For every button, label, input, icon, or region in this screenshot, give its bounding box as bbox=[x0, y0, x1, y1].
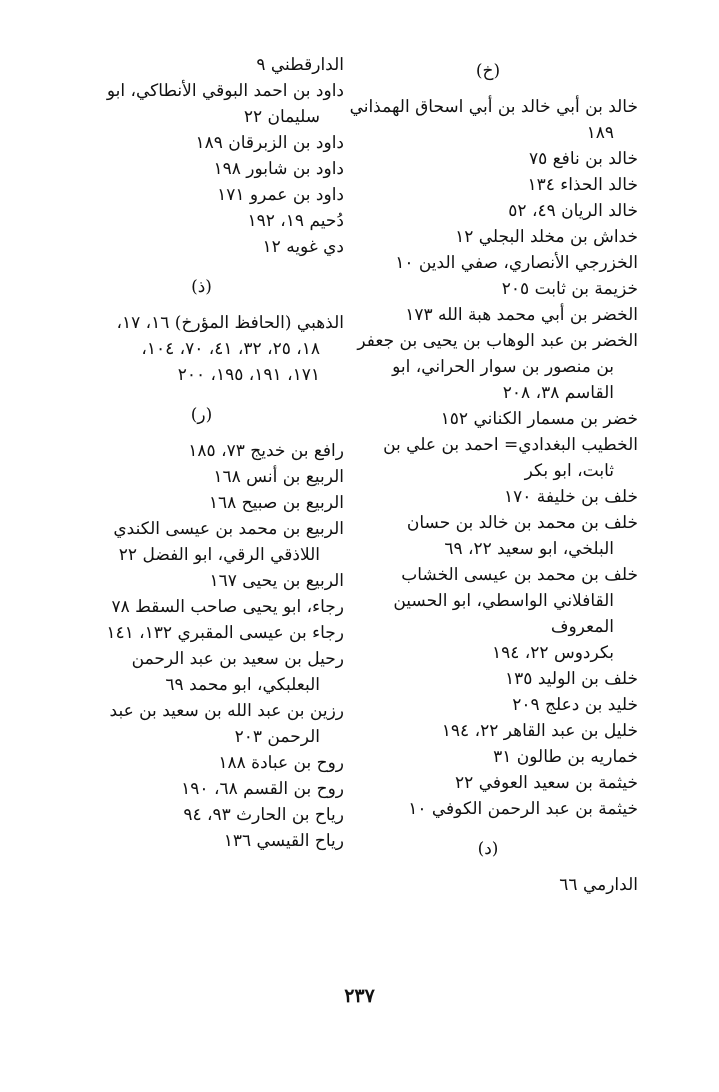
entry-line: داود بن احمد البوقي الأنطاكي، ابو bbox=[106, 81, 344, 101]
index-entry bbox=[338, 562, 638, 666]
entry-line: الربيع بن محمد بن عيسى الكندي bbox=[113, 519, 344, 539]
section-heading-kha: (خ) bbox=[475, 61, 501, 81]
index-entry bbox=[338, 250, 638, 276]
index-entry bbox=[338, 276, 638, 302]
index-entry bbox=[59, 490, 344, 516]
entry-line: روح بن القسم ٦٨، ١٩٠ bbox=[181, 779, 344, 799]
index-entry bbox=[338, 510, 638, 562]
page-number: ٢٣٧ bbox=[344, 985, 375, 1007]
entry-line: خالد بن نافع ٧٥ bbox=[528, 149, 638, 169]
entry-continuation-line: بن منصور بن سوار الحراني، ابو bbox=[392, 357, 614, 377]
index-entry bbox=[338, 146, 638, 172]
entry-line: روح بن عبادة ١٨٨ bbox=[218, 753, 344, 773]
entry-continuation-line: ١٨٩ bbox=[586, 123, 614, 143]
entry-line: الخطيب البغدادي= احمد بن علي بن bbox=[383, 435, 638, 455]
entry-continuation-line: القاسم ٣٨، ٢٠٨ bbox=[502, 383, 614, 403]
entry-line: داود بن شابور ١٩٨ bbox=[213, 159, 344, 179]
entry-list-dal bbox=[338, 872, 638, 898]
index-entry bbox=[338, 770, 638, 796]
entry-line: خليل بن عبد القاهر ٢٢، ١٩٤ bbox=[441, 721, 638, 741]
entry-line: رجاء بن عيسى المقبري ١٣٢، ١٤١ bbox=[106, 623, 344, 643]
entry-line: خداش بن مخلد البجلي ١٢ bbox=[455, 227, 638, 247]
index-entry bbox=[59, 568, 344, 594]
index-entry bbox=[59, 594, 344, 620]
entry-continuation-line: الرحمن ٢٠٣ bbox=[234, 727, 320, 747]
index-entry bbox=[59, 698, 344, 750]
entry-line: خلف بن محمد بن خالد بن حسان bbox=[406, 513, 638, 533]
entry-line: داود بن الزبرقان ١٨٩ bbox=[195, 133, 344, 153]
entry-line: الخضر بن عبد الوهاب بن يحيى بن جعفر bbox=[357, 331, 638, 351]
entry-line: رزين بن عبد الله بن سعيد بن عبد bbox=[109, 701, 344, 721]
right-column bbox=[338, 52, 638, 898]
entry-line: رجاء، ابو يحيى صاحب السقط ٧٨ bbox=[111, 597, 344, 617]
entry-line: الربيع بن أنس ١٦٨ bbox=[213, 467, 344, 487]
left-column bbox=[59, 52, 344, 854]
index-entry bbox=[59, 750, 344, 776]
index-entry bbox=[338, 432, 638, 484]
entry-line: خلف بن محمد بن عيسى الخشاب bbox=[401, 565, 638, 585]
entry-line: داود بن عمرو ١٧١ bbox=[217, 185, 344, 205]
index-entry bbox=[59, 208, 344, 234]
entry-line: رياح بن الحارث ٩٣، ٩٤ bbox=[183, 805, 344, 825]
entry-line: خيثمة بن عبد الرحمن الكوفي ١٠ bbox=[408, 799, 638, 819]
index-entry bbox=[59, 516, 344, 568]
index-entry bbox=[338, 872, 638, 898]
entry-line: الربيع بن صبيح ١٦٨ bbox=[208, 493, 344, 513]
entry-continuation-line: البلخي، ابو سعيد ٢٢، ٦٩ bbox=[444, 539, 614, 559]
index-entry bbox=[338, 198, 638, 224]
entry-line: الدارقطني ٩ bbox=[256, 55, 344, 75]
entry-continuation-line: ١٧١، ١٩١، ١٩٥، ٢٠٠ bbox=[177, 365, 320, 385]
entry-line: الخزرجي الأنصاري، صفي الدين ١٠ bbox=[395, 253, 638, 273]
section-heading-ra: (ر) bbox=[190, 405, 213, 425]
entry-continuation-line: بكردوس ٢٢، ١٩٤ bbox=[492, 643, 614, 663]
section-heading-dhal: (ذ) bbox=[191, 277, 212, 297]
index-entry bbox=[59, 52, 344, 78]
section-heading-dal: (د) bbox=[477, 839, 499, 859]
index-entry bbox=[59, 310, 344, 388]
index-entry bbox=[338, 406, 638, 432]
entry-line: رافع بن خديج ٧٣، ١٨٥ bbox=[188, 441, 344, 461]
index-entry bbox=[338, 718, 638, 744]
entry-line: خلف بن خليفة ١٧٠ bbox=[503, 487, 638, 507]
entry-line: دُحيم ١٩، ١٩٢ bbox=[247, 211, 344, 231]
entry-line: الربيع بن يحيى ١٦٧ bbox=[209, 571, 344, 591]
entry-line: خالد بن أبي خالد بن أبي اسحاق الهمذاني bbox=[349, 97, 638, 117]
index-entry bbox=[338, 302, 638, 328]
index-entry bbox=[338, 224, 638, 250]
index-entry bbox=[59, 646, 344, 698]
entry-line: الذهبي (الحافظ المؤرخ) ١٦، ١٧، bbox=[116, 313, 344, 333]
entry-line: خالد الحذاء ١٣٤ bbox=[527, 175, 638, 195]
entry-list-dal-continued bbox=[59, 52, 344, 260]
index-entry bbox=[338, 666, 638, 692]
entry-list-kha bbox=[338, 94, 638, 822]
entry-line: رحيل بن سعيد بن عبد الرحمن bbox=[131, 649, 344, 669]
index-entry bbox=[338, 172, 638, 198]
index-entry bbox=[338, 328, 638, 406]
entry-line: خماريه بن طالون ٣١ bbox=[493, 747, 638, 767]
entry-line: الدارمي ٦٦ bbox=[559, 875, 638, 895]
index-entry bbox=[59, 234, 344, 260]
index-entry bbox=[338, 94, 638, 146]
entry-line: خلف بن الوليد ١٣٥ bbox=[505, 669, 638, 689]
entry-continuation-line: ١٨، ٢٥، ٣٢، ٤١، ٧٠، ١٠٤، bbox=[141, 339, 320, 359]
index-entry bbox=[59, 776, 344, 802]
index-entry bbox=[59, 828, 344, 854]
index-entry bbox=[59, 182, 344, 208]
index-entry bbox=[59, 156, 344, 182]
entry-line: دي غويه ١٢ bbox=[262, 237, 344, 257]
index-entry bbox=[59, 438, 344, 464]
entry-line: رياح القيسي ١٣٦ bbox=[223, 831, 344, 851]
entry-list-ra bbox=[59, 438, 344, 854]
index-entry bbox=[59, 78, 344, 130]
entry-line: خالد الريان ٤٩، ٥٢ bbox=[508, 201, 638, 221]
index-entry bbox=[59, 130, 344, 156]
entry-list-dhal bbox=[59, 310, 344, 388]
index-entry bbox=[59, 464, 344, 490]
entry-continuation-line: القافلاني الواسطي، ابو الحسين المعروف bbox=[393, 591, 614, 637]
index-entry bbox=[338, 744, 638, 770]
entry-line: الخضر بن أبي محمد هبة الله ١٧٣ bbox=[405, 305, 638, 325]
index-entry bbox=[59, 620, 344, 646]
entry-line: خيثمة بن سعيد العوفي ٢٢ bbox=[455, 773, 638, 793]
entry-line: خزيمة بن ثابت ٢٠٥ bbox=[501, 279, 638, 299]
index-entry bbox=[59, 802, 344, 828]
entry-continuation-line: البعلبكي، ابو محمد ٦٩ bbox=[165, 675, 320, 695]
entry-continuation-line: سليمان ٢٢ bbox=[243, 107, 320, 127]
entry-line: خضر بن مسمار الكناني ١٥٢ bbox=[440, 409, 638, 429]
index-entry bbox=[338, 796, 638, 822]
entry-line: خليد بن دعلج ٢٠٩ bbox=[512, 695, 638, 715]
index-entry bbox=[338, 484, 638, 510]
entry-continuation-line: اللاذقي الرقي، ابو الفضل ٢٢ bbox=[118, 545, 320, 565]
entry-continuation-line: ثابت، ابو بكر bbox=[524, 461, 614, 481]
index-entry bbox=[338, 692, 638, 718]
